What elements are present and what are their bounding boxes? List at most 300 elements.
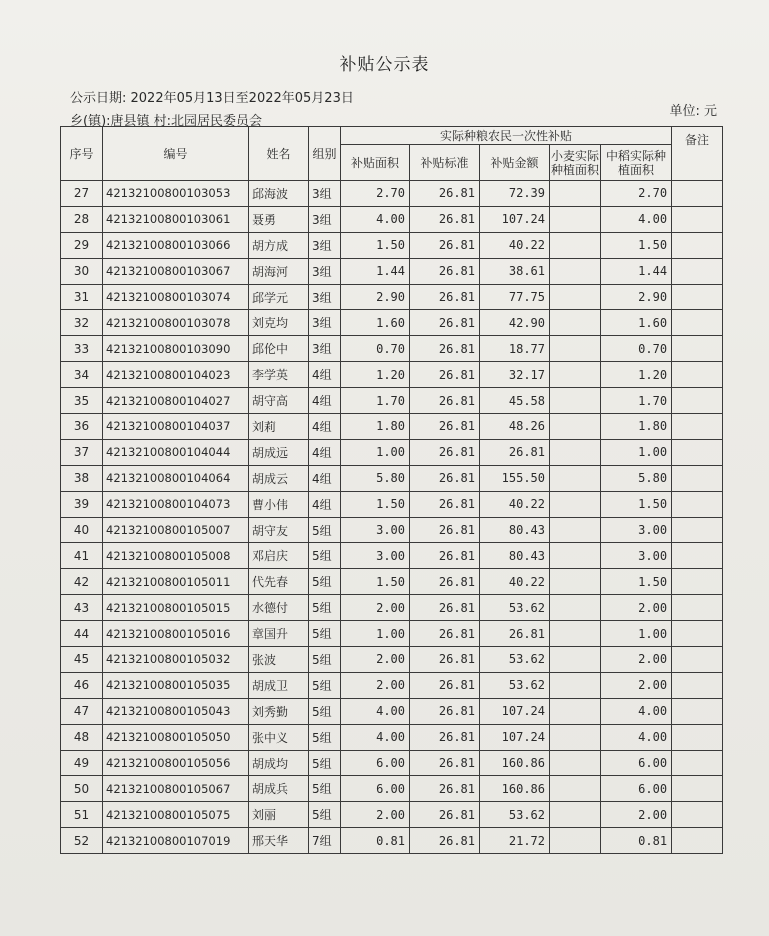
cell-name: 胡守友 [249, 517, 309, 543]
cell-rice-area: 1.44 [601, 258, 672, 284]
cell-wheat-area [550, 310, 601, 336]
cell-remark [672, 647, 723, 673]
cell-rice-area: 1.00 [601, 621, 672, 647]
cell-group: 5组 [309, 621, 341, 647]
table-row [61, 569, 723, 595]
cell-standard: 26.81 [410, 439, 480, 465]
cell-rice-area: 3.00 [601, 543, 672, 569]
cell-remark [672, 517, 723, 543]
cell-seq: 49 [61, 750, 103, 776]
cell-amount: 45.58 [480, 388, 550, 414]
cell-group: 3组 [309, 336, 341, 362]
cell-rice-area: 0.81 [601, 828, 672, 854]
table-row [61, 491, 723, 517]
cell-wheat-area [550, 647, 601, 673]
cell-name: 刘莉 [249, 414, 309, 440]
cell-remark [672, 206, 723, 232]
cell-area: 2.00 [341, 595, 410, 621]
table-row [61, 232, 723, 258]
cell-remark [672, 362, 723, 388]
cell-rice-area: 1.50 [601, 569, 672, 595]
cell-group: 5组 [309, 517, 341, 543]
cell-area: 2.00 [341, 647, 410, 673]
cell-remark [672, 284, 723, 310]
cell-area: 1.50 [341, 569, 410, 595]
cell-wheat-area [550, 206, 601, 232]
cell-seq: 38 [61, 465, 103, 491]
cell-amount: 107.24 [480, 698, 550, 724]
header-subsidy-group: 实际种粮农民一次性补贴 [341, 127, 672, 145]
cell-code: 42132100800104023 [103, 362, 249, 388]
cell-name: 水德付 [249, 595, 309, 621]
cell-seq: 34 [61, 362, 103, 388]
table-row [61, 439, 723, 465]
cell-name: 邓启庆 [249, 543, 309, 569]
table-row [61, 310, 723, 336]
cell-remark [672, 258, 723, 284]
header-amount: 补贴金额 [480, 145, 550, 181]
table-row [61, 802, 723, 828]
cell-rice-area: 2.00 [601, 647, 672, 673]
cell-rice-area: 1.80 [601, 414, 672, 440]
cell-amount: 77.75 [480, 284, 550, 310]
cell-name: 胡成卫 [249, 672, 309, 698]
cell-amount: 107.24 [480, 206, 550, 232]
cell-wheat-area [550, 465, 601, 491]
table-row [61, 258, 723, 284]
table-row [61, 206, 723, 232]
cell-amount: 107.24 [480, 724, 550, 750]
cell-remark [672, 828, 723, 854]
cell-code: 42132100800103066 [103, 232, 249, 258]
cell-name: 李学英 [249, 362, 309, 388]
cell-name: 胡海河 [249, 258, 309, 284]
cell-remark [672, 414, 723, 440]
header-area: 补贴面积 [341, 145, 410, 181]
table-body [61, 181, 723, 854]
cell-wheat-area [550, 776, 601, 802]
cell-code: 42132100800105056 [103, 750, 249, 776]
subsidy-table [60, 126, 723, 854]
cell-code: 42132100800105035 [103, 672, 249, 698]
cell-standard: 26.81 [410, 750, 480, 776]
cell-seq: 50 [61, 776, 103, 802]
cell-area: 6.00 [341, 750, 410, 776]
cell-group: 7组 [309, 828, 341, 854]
header-standard: 补贴标准 [410, 145, 480, 181]
cell-rice-area: 1.50 [601, 491, 672, 517]
cell-rice-area: 4.00 [601, 698, 672, 724]
table-row [61, 362, 723, 388]
cell-wheat-area [550, 802, 601, 828]
page-title: 补贴公示表 [339, 55, 430, 75]
cell-area: 3.00 [341, 543, 410, 569]
cell-amount: 40.22 [480, 569, 550, 595]
cell-standard: 26.81 [410, 569, 480, 595]
table-row [61, 828, 723, 854]
cell-standard: 26.81 [410, 284, 480, 310]
cell-seq: 45 [61, 647, 103, 673]
cell-name: 代先春 [249, 569, 309, 595]
cell-name: 胡成均 [249, 750, 309, 776]
cell-amount: 53.62 [480, 672, 550, 698]
cell-standard: 26.81 [410, 595, 480, 621]
table-row [61, 517, 723, 543]
cell-group: 5组 [309, 672, 341, 698]
cell-amount: 48.26 [480, 414, 550, 440]
cell-remark [672, 724, 723, 750]
cell-group: 4组 [309, 465, 341, 491]
cell-rice-area: 2.00 [601, 802, 672, 828]
cell-name: 邱海波 [249, 181, 309, 207]
cell-remark [672, 491, 723, 517]
cell-name: 曹小伟 [249, 491, 309, 517]
cell-rice-area: 1.50 [601, 232, 672, 258]
cell-code: 42132100800105011 [103, 569, 249, 595]
cell-name: 章国升 [249, 621, 309, 647]
cell-code: 42132100800103078 [103, 310, 249, 336]
cell-wheat-area [550, 621, 601, 647]
header-name: 姓名 [249, 127, 309, 181]
cell-group: 4组 [309, 439, 341, 465]
cell-name: 胡成远 [249, 439, 309, 465]
cell-wheat-area [550, 595, 601, 621]
cell-group: 3组 [309, 284, 341, 310]
cell-name: 胡成云 [249, 465, 309, 491]
cell-remark [672, 181, 723, 207]
cell-standard: 26.81 [410, 206, 480, 232]
cell-seq: 52 [61, 828, 103, 854]
cell-amount: 26.81 [480, 439, 550, 465]
cell-amount: 40.22 [480, 491, 550, 517]
cell-seq: 39 [61, 491, 103, 517]
cell-remark [672, 465, 723, 491]
table-row [61, 388, 723, 414]
cell-standard: 26.81 [410, 647, 480, 673]
cell-wheat-area [550, 414, 601, 440]
cell-amount: 53.62 [480, 647, 550, 673]
cell-standard: 26.81 [410, 258, 480, 284]
table-row [61, 284, 723, 310]
cell-group: 5组 [309, 543, 341, 569]
cell-standard: 26.81 [410, 802, 480, 828]
cell-area: 2.00 [341, 802, 410, 828]
cell-area: 0.70 [341, 336, 410, 362]
cell-amount: 32.17 [480, 362, 550, 388]
cell-name: 张波 [249, 647, 309, 673]
table-row [61, 776, 723, 802]
cell-code: 42132100800103074 [103, 284, 249, 310]
cell-seq: 28 [61, 206, 103, 232]
cell-rice-area: 5.80 [601, 465, 672, 491]
cell-rice-area: 4.00 [601, 724, 672, 750]
cell-name: 胡守高 [249, 388, 309, 414]
cell-wheat-area [550, 258, 601, 284]
cell-amount: 160.86 [480, 776, 550, 802]
cell-code: 42132100800105075 [103, 802, 249, 828]
cell-group: 3组 [309, 181, 341, 207]
cell-code: 42132100800105032 [103, 647, 249, 673]
cell-name: 刘秀勤 [249, 698, 309, 724]
cell-area: 5.80 [341, 465, 410, 491]
cell-name: 邢天华 [249, 828, 309, 854]
cell-seq: 30 [61, 258, 103, 284]
cell-rice-area: 1.00 [601, 439, 672, 465]
cell-standard: 26.81 [410, 181, 480, 207]
cell-amount: 53.62 [480, 802, 550, 828]
cell-amount: 42.90 [480, 310, 550, 336]
cell-name: 刘丽 [249, 802, 309, 828]
cell-area: 1.60 [341, 310, 410, 336]
cell-group: 4组 [309, 388, 341, 414]
cell-group: 5组 [309, 595, 341, 621]
cell-group: 4组 [309, 414, 341, 440]
cell-amount: 38.61 [480, 258, 550, 284]
cell-amount: 72.39 [480, 181, 550, 207]
header-group: 组别 [309, 127, 341, 181]
cell-wheat-area [550, 284, 601, 310]
header-wheat-area: 小麦实际种植面积 [550, 145, 601, 181]
header-code: 编号 [103, 127, 249, 181]
cell-seq: 31 [61, 284, 103, 310]
cell-seq: 51 [61, 802, 103, 828]
cell-group: 3组 [309, 310, 341, 336]
cell-seq: 37 [61, 439, 103, 465]
cell-group: 4组 [309, 491, 341, 517]
cell-remark [672, 802, 723, 828]
cell-seq: 40 [61, 517, 103, 543]
table-row [61, 181, 723, 207]
cell-seq: 33 [61, 336, 103, 362]
cell-code: 42132100800104064 [103, 465, 249, 491]
cell-amount: 21.72 [480, 828, 550, 854]
cell-rice-area: 6.00 [601, 776, 672, 802]
cell-rice-area: 4.00 [601, 206, 672, 232]
cell-standard: 26.81 [410, 776, 480, 802]
cell-wheat-area [550, 181, 601, 207]
table-row [61, 724, 723, 750]
cell-wheat-area [550, 698, 601, 724]
cell-area: 4.00 [341, 724, 410, 750]
cell-rice-area: 1.70 [601, 388, 672, 414]
cell-seq: 32 [61, 310, 103, 336]
cell-area: 2.00 [341, 672, 410, 698]
cell-code: 42132100800105067 [103, 776, 249, 802]
cell-remark [672, 336, 723, 362]
cell-standard: 26.81 [410, 336, 480, 362]
cell-name: 刘克均 [249, 310, 309, 336]
cell-remark [672, 232, 723, 258]
cell-code: 42132100800107019 [103, 828, 249, 854]
cell-group: 5组 [309, 647, 341, 673]
cell-seq: 42 [61, 569, 103, 595]
cell-group: 5组 [309, 750, 341, 776]
cell-code: 42132100800105043 [103, 698, 249, 724]
table-row [61, 543, 723, 569]
cell-group: 5组 [309, 776, 341, 802]
table-row [61, 698, 723, 724]
cell-area: 1.20 [341, 362, 410, 388]
cell-group: 5组 [309, 569, 341, 595]
town-village-line: 乡(镇):唐县镇 村:北园居民委员会 [70, 114, 263, 129]
cell-standard: 26.81 [410, 517, 480, 543]
cell-rice-area: 3.00 [601, 517, 672, 543]
cell-area: 2.70 [341, 181, 410, 207]
cell-amount: 155.50 [480, 465, 550, 491]
cell-rice-area: 2.00 [601, 672, 672, 698]
cell-remark [672, 543, 723, 569]
cell-code: 42132100800103067 [103, 258, 249, 284]
cell-wheat-area [550, 336, 601, 362]
cell-wheat-area [550, 232, 601, 258]
cell-standard: 26.81 [410, 362, 480, 388]
cell-rice-area: 6.00 [601, 750, 672, 776]
table-row [61, 595, 723, 621]
cell-wheat-area [550, 439, 601, 465]
cell-standard: 26.81 [410, 310, 480, 336]
cell-amount: 26.81 [480, 621, 550, 647]
cell-group: 5组 [309, 802, 341, 828]
cell-wheat-area [550, 672, 601, 698]
cell-code: 42132100800103090 [103, 336, 249, 362]
cell-group: 3组 [309, 232, 341, 258]
cell-seq: 46 [61, 672, 103, 698]
cell-remark [672, 388, 723, 414]
cell-code: 42132100800105050 [103, 724, 249, 750]
cell-standard: 26.81 [410, 672, 480, 698]
cell-standard: 26.81 [410, 414, 480, 440]
cell-standard: 26.81 [410, 828, 480, 854]
cell-wheat-area [550, 388, 601, 414]
cell-code: 42132100800105016 [103, 621, 249, 647]
cell-wheat-area [550, 491, 601, 517]
cell-seq: 35 [61, 388, 103, 414]
cell-code: 42132100800104044 [103, 439, 249, 465]
cell-code: 42132100800103061 [103, 206, 249, 232]
unit-label: 单位: 元 [669, 104, 717, 119]
cell-amount: 80.43 [480, 543, 550, 569]
publication-date: 公示日期: 2022年05月13日至2022年05月23日 [70, 91, 354, 106]
cell-standard: 26.81 [410, 698, 480, 724]
cell-area: 4.00 [341, 698, 410, 724]
cell-area: 6.00 [341, 776, 410, 802]
cell-seq: 47 [61, 698, 103, 724]
cell-area: 1.50 [341, 232, 410, 258]
cell-wheat-area [550, 569, 601, 595]
header-rice-area: 中稻实际种植面积 [601, 145, 672, 181]
cell-amount: 40.22 [480, 232, 550, 258]
cell-rice-area: 2.90 [601, 284, 672, 310]
cell-group: 3组 [309, 258, 341, 284]
cell-name: 胡方成 [249, 232, 309, 258]
header-remark: 备注 [672, 127, 723, 181]
cell-group: 5组 [309, 698, 341, 724]
cell-group: 3组 [309, 206, 341, 232]
cell-area: 3.00 [341, 517, 410, 543]
cell-area: 1.44 [341, 258, 410, 284]
table-row [61, 414, 723, 440]
cell-code: 42132100800103053 [103, 181, 249, 207]
cell-group: 5组 [309, 724, 341, 750]
cell-area: 1.00 [341, 621, 410, 647]
cell-group: 4组 [309, 362, 341, 388]
cell-wheat-area [550, 828, 601, 854]
cell-name: 邱学元 [249, 284, 309, 310]
cell-remark [672, 750, 723, 776]
cell-name: 张中义 [249, 724, 309, 750]
cell-amount: 53.62 [480, 595, 550, 621]
cell-standard: 26.81 [410, 388, 480, 414]
header-seq: 序号 [61, 127, 103, 181]
cell-seq: 48 [61, 724, 103, 750]
cell-code: 42132100800104037 [103, 414, 249, 440]
cell-area: 1.70 [341, 388, 410, 414]
cell-code: 42132100800104027 [103, 388, 249, 414]
cell-area: 1.50 [341, 491, 410, 517]
cell-standard: 26.81 [410, 232, 480, 258]
cell-standard: 26.81 [410, 724, 480, 750]
cell-area: 0.81 [341, 828, 410, 854]
cell-rice-area: 2.00 [601, 595, 672, 621]
cell-seq: 36 [61, 414, 103, 440]
cell-amount: 160.86 [480, 750, 550, 776]
cell-rice-area: 2.70 [601, 181, 672, 207]
cell-code: 42132100800105015 [103, 595, 249, 621]
cell-name: 邱伦中 [249, 336, 309, 362]
cell-area: 1.00 [341, 439, 410, 465]
cell-code: 42132100800104073 [103, 491, 249, 517]
cell-remark [672, 776, 723, 802]
cell-remark [672, 439, 723, 465]
cell-seq: 29 [61, 232, 103, 258]
table-row [61, 621, 723, 647]
cell-remark [672, 310, 723, 336]
cell-remark [672, 595, 723, 621]
cell-area: 2.90 [341, 284, 410, 310]
cell-area: 1.80 [341, 414, 410, 440]
cell-rice-area: 1.60 [601, 310, 672, 336]
table-row [61, 336, 723, 362]
cell-wheat-area [550, 362, 601, 388]
cell-standard: 26.81 [410, 621, 480, 647]
cell-remark [672, 569, 723, 595]
cell-wheat-area [550, 750, 601, 776]
cell-seq: 44 [61, 621, 103, 647]
table-row [61, 672, 723, 698]
cell-seq: 43 [61, 595, 103, 621]
cell-seq: 27 [61, 181, 103, 207]
cell-amount: 80.43 [480, 517, 550, 543]
cell-amount: 18.77 [480, 336, 550, 362]
cell-code: 42132100800105008 [103, 543, 249, 569]
cell-seq: 41 [61, 543, 103, 569]
cell-rice-area: 1.20 [601, 362, 672, 388]
cell-area: 4.00 [341, 206, 410, 232]
cell-standard: 26.81 [410, 465, 480, 491]
cell-remark [672, 621, 723, 647]
cell-remark [672, 698, 723, 724]
cell-code: 42132100800105007 [103, 517, 249, 543]
table-row [61, 465, 723, 491]
table-row [61, 647, 723, 673]
cell-standard: 26.81 [410, 543, 480, 569]
cell-standard: 26.81 [410, 491, 480, 517]
table-row [61, 750, 723, 776]
cell-wheat-area [550, 724, 601, 750]
cell-name: 聂勇 [249, 206, 309, 232]
cell-wheat-area [550, 517, 601, 543]
cell-remark [672, 672, 723, 698]
